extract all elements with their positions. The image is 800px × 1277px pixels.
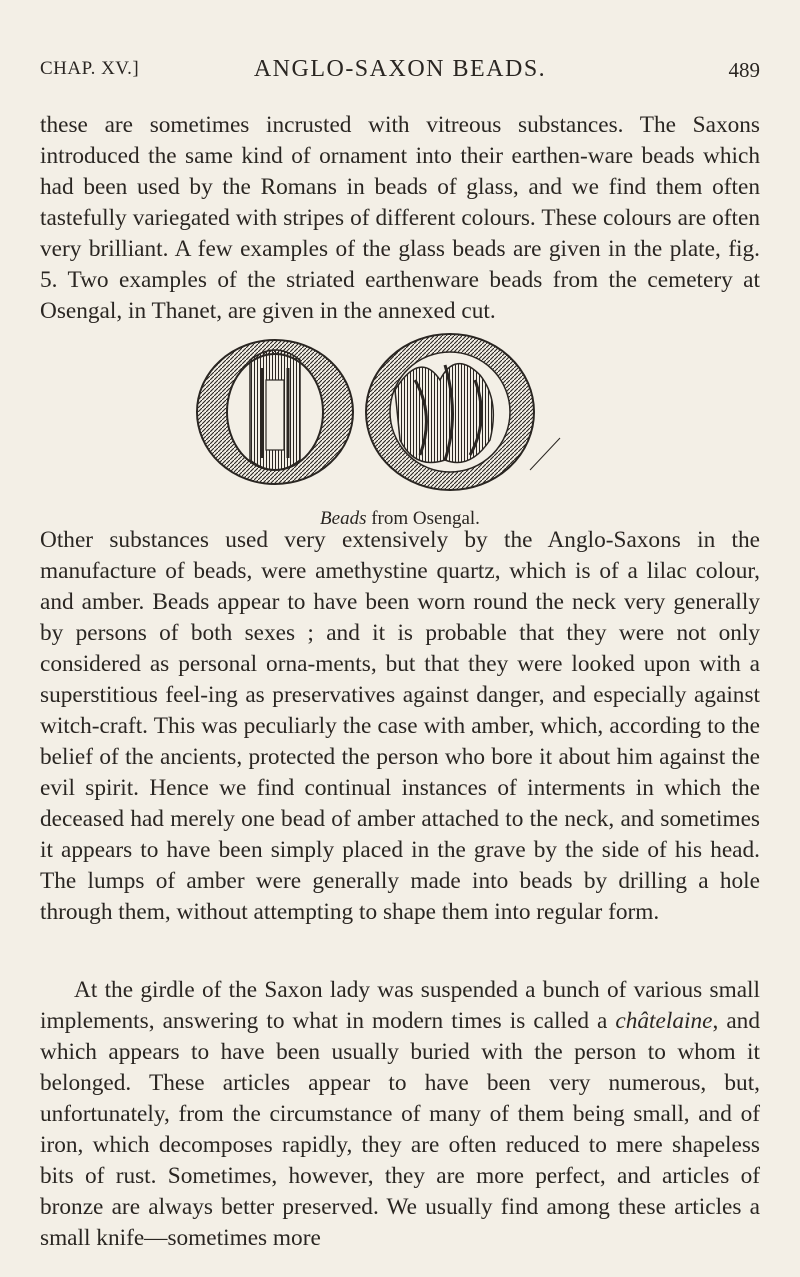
paragraph-3-part-2: , and which appears to have been usually buried with the person to whom it belonged. These articles appear to have been very numerous, but, unfortunately, from the circumstance of many of them being small, and of iron, which decomposes rapidly, they are often reduced to mere shapeless bits of rust. Sometimes, however, they are more perfect, and articles of bronze are always better preserved. We usually find among these articles a small knife—sometimes more [40,1008,760,1251]
paragraph-3-italic-term: châtelaine [615,1008,713,1034]
figure-caption-italic: Beads [320,508,367,529]
paragraph-2 [40,525,760,928]
running-title: ANGLO-SAXON BEADS. [253,56,547,82]
paragraph-3 [40,975,760,1254]
paragraph-3-text [40,975,760,1254]
page-number: 489 [728,58,760,82]
page-header [40,58,760,98]
paragraph-1 [40,110,760,327]
beads-illustration [190,320,610,505]
paragraph-3-part-1: At the girdle of the Saxon lady was suspended a bunch of various small implements, answering to what in modern times is called a [40,977,760,1034]
bead-left [197,340,353,484]
bead-right [366,334,560,490]
paragraph-1-text: these are sometimes incrusted with vitreous substances. The Saxons introduced the same kind of ornament into their earthen-ware beads which had been used by the Romans in beads of glass, and we find them often tastefully variegated with stripes of different colours. These colours are often very brilliant. A few examples of the glass beads are given in the plate, fig. 5. Two examples of the striated earthenware beads from the cemetery at Osengal, in Thanet, are given in the annexed cut. [40,112,760,324]
beads-engraving [190,320,610,529]
paragraph-2-text: Other substances used very extensively by the Anglo-Saxons in the manufacture of beads, were amethystine quartz, which is of a lilac colour, and amber. Beads appear to have been worn round the neck very generally by persons of both sexes ; and it is probable that they were not only considered as personal orna-ments, but that they were looked upon with a superstitious feel-ing as preservatives against danger, and especially against witch-craft. This was peculiarly the case with amber, which, according to the belief of the ancients, protected the person who bore it about him against the evil spirit. Hence we find continual instances of interments in which the deceased had merely one bead of amber attached to the neck, and sometimes it appears to have been simply placed in the grave by the side of his head. The lumps of amber were generally made into beads by drilling a hole through them, without attempting to shape them into regular form. [40,527,760,925]
figure-caption-rest: from Osengal. [366,508,480,529]
chapter-label: CHAP. XV.] [40,58,140,79]
